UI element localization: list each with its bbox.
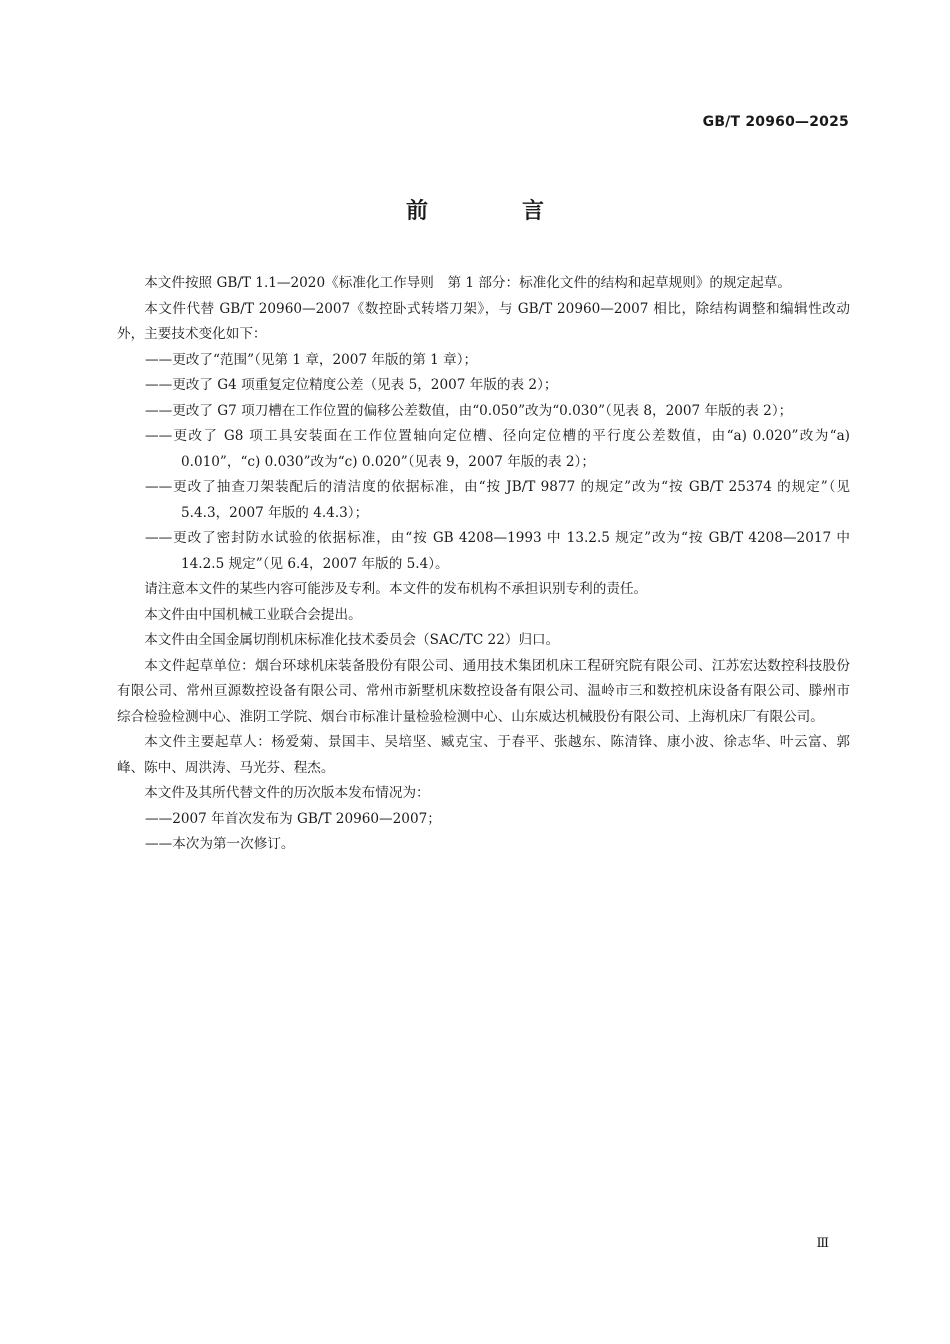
change-item: ——更改了密封防水试验的依据标准，由“按 GB 4208—1993 中 13.2.5 规定”改为“按 GB/T 4208—2017 中 14.2.5 规定”（见 6.4，2007 年版的 5.4）。 [145, 530, 850, 572]
drafters-paragraph: 本文件主要起草人：杨爱菊、景国丰、吴培坚、臧克宝、于春平、张越东、陈清锋、康小波、徐志华、叶云富、郭峰、陈中、周洪涛、马光芬、程杰。 [117, 734, 850, 776]
drafting-units-paragraph: 本文件起草单位：烟台环球机床装备股份有限公司、通用技术集团机床工程研究院有限公司、江苏宏达数控科技股份有限公司、常州亘源数控设备有限公司、常州市新墅机床数控设备有限公司、温岭市三和数控机床设备有限公司、滕州市综合检验检测中心、淮阴工学院、烟台市标准计量检验检测中心、山东威达机械股份有限公司、上海机床厂有限公司。 [117, 657, 850, 725]
history-intro-paragraph: 本文件及其所代替文件的历次版本发布情况为： [144, 785, 430, 801]
page-number: Ⅲ [816, 1236, 829, 1251]
patent-notice-paragraph: 请注意本文件的某些内容可能涉及专利。本文件的发布机构不承担识别专利的责任。 [144, 581, 648, 597]
proposer-paragraph: 本文件由中国机械工业联合会提出。 [144, 606, 362, 623]
change-item: ——更改了“范围”（见第 1 章，2007 年版的第 1 章）； [145, 351, 478, 368]
change-item: ——更改了 G4 项重复定位精度公差（见表 5，2007 年版的表 2）； [145, 377, 558, 393]
history-item: ——本次为第一次修订。 [145, 836, 295, 852]
administration-paragraph: 本文件由全国金属切削机床标准化技术委员会（SAC/TC 22）归口。 [144, 632, 560, 648]
page-title: 前 言 [405, 199, 580, 224]
change-item: ——更改了抽查刀架装配后的清洁度的依据标准，由“按 JB/T 9877 的规定”改为“按 GB/T 25374 的规定”（见 5.4.3，2007 年版的 4.4.3）； [145, 479, 850, 521]
foreword-body [117, 271, 850, 858]
standard-code: GB/T 20960—2025 [702, 114, 849, 130]
change-item: ——更改了 G7 项刀槽在工作位置的偏移公差数值，由“0.050”改为“0.030”（见表 8，2007 年版的表 2）； [145, 402, 793, 419]
drafting-basis-paragraph: 本文件按照 GB/T 1.1—2020《标准化工作导则 第 1 部分：标准化文件的结构和起草规则》的规定起草。 [144, 275, 791, 291]
replacement-paragraph: 本文件代替 GB/T 20960—2007《数控卧式转塔刀架》，与 GB/T 20960—2007 相比，除结构调整和编辑性改动外，主要技术变化如下： [117, 300, 850, 342]
change-item: ——更改了 G8 项工具安装面在工作位置轴向定位槽、径向定位槽的平行度公差数值，由“a) 0.020”改为“a) 0.010”，“c) 0.030”改为“c) 0.020”（见表 9，2007 年版的表 2）； [145, 428, 850, 470]
history-item: ——2007 年首次发布为 GB/T 20960—2007； [145, 810, 441, 827]
